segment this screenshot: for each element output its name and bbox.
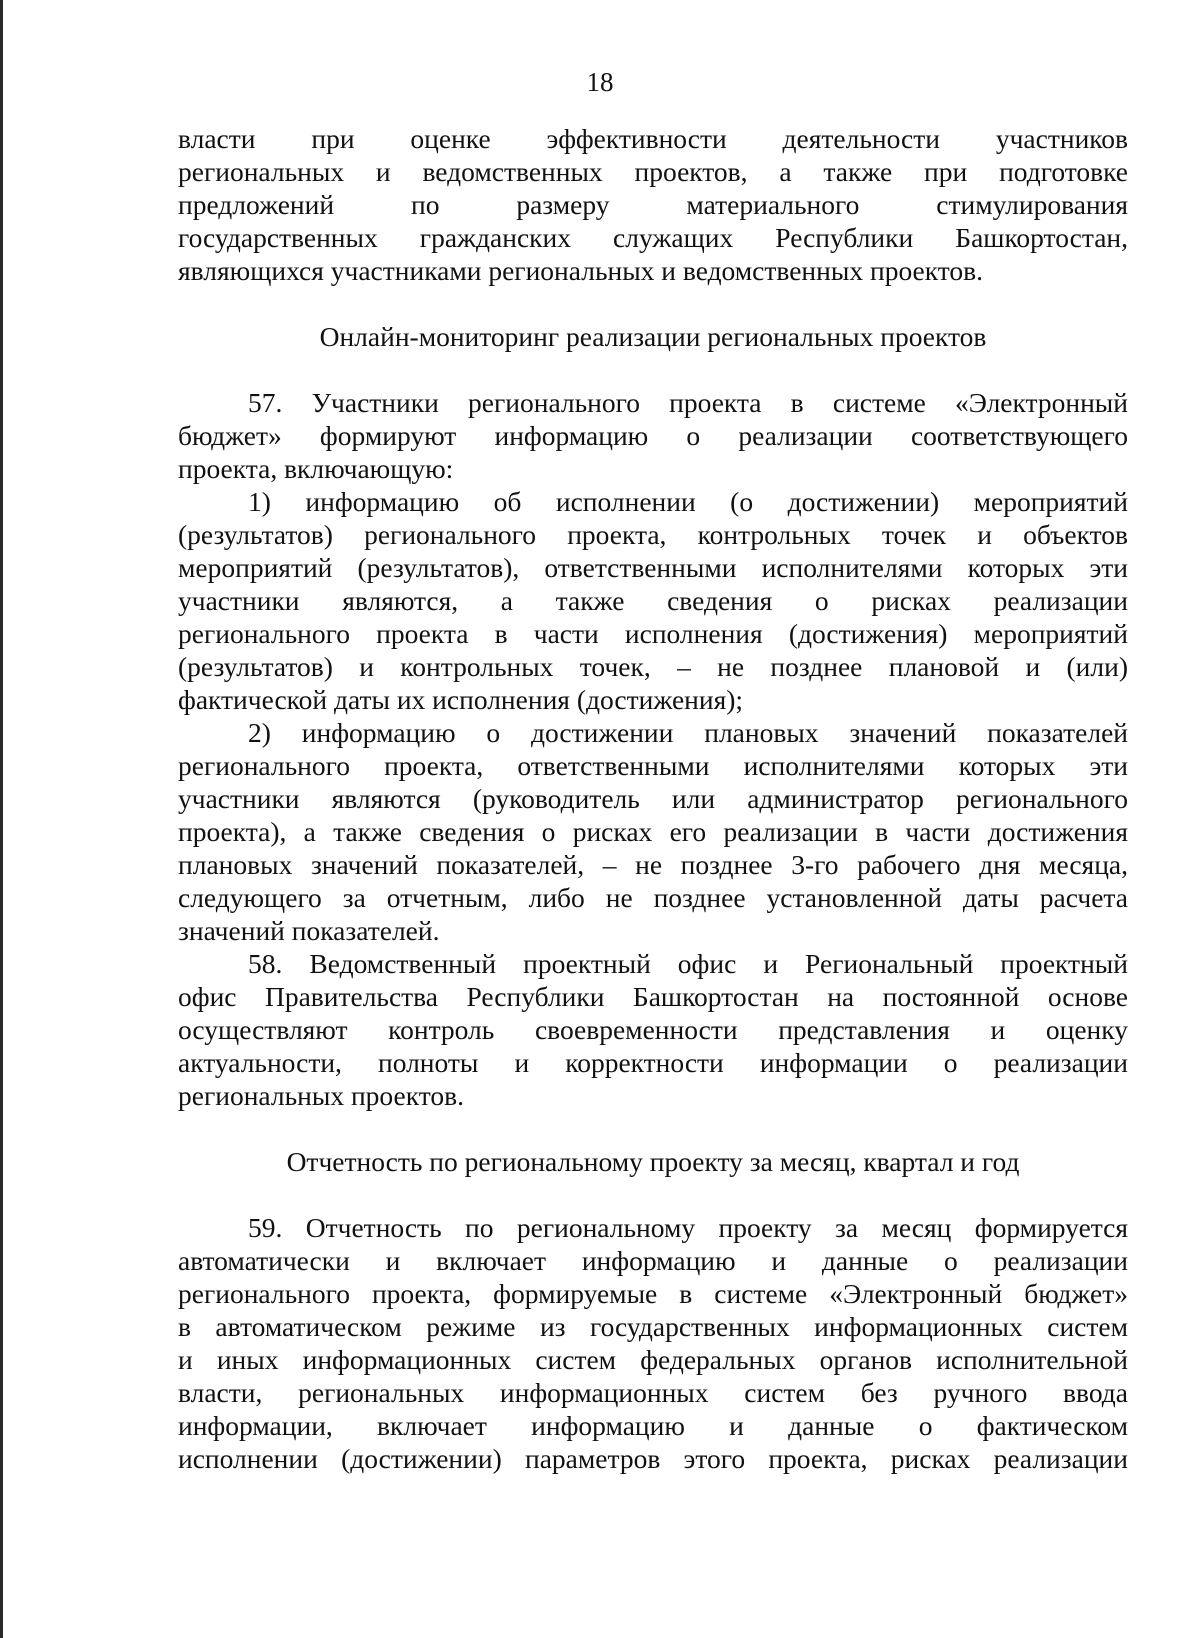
paragraph-continuation: [178, 122, 1128, 287]
text-line: актуальности, полноты и корректности информации о реализации: [178, 1047, 1128, 1078]
text-line: плановых значений показателей, – не позднее 3-го рабочего дня месяца,: [178, 849, 1128, 880]
paragraph-57-item-1: [178, 485, 1128, 716]
text-line: (результатов) регионального проекта, контрольных точек и объектов: [178, 519, 1128, 550]
text-line: проекта), а также сведения о рисках его реализации в части достижения: [178, 816, 1128, 847]
text-line: региональных проектов.: [178, 1080, 464, 1111]
text-line: проекта, включающую:: [178, 453, 454, 484]
text-line: государственных гражданских служащих Республики Башкортостан,: [178, 222, 1128, 253]
text-line: бюджет» формируют информацию о реализации соответствующего: [178, 420, 1128, 451]
section-heading-reporting: Отчетность по региональному проекту за месяц, квартал и год: [286, 1146, 1020, 1177]
section-heading-monitoring: Онлайн-мониторинг реализации региональных проектов: [319, 321, 987, 352]
text-line: 2) информацию о достижении плановых значений показателей: [248, 717, 1128, 748]
text-line: осуществляют контроль своевременности представления и оценку: [178, 1014, 1128, 1045]
text-line: власти, региональных информационных систем без ручного ввода: [178, 1377, 1128, 1408]
text-line: в автоматическом режиме из государственных информационных систем: [178, 1311, 1128, 1342]
text-line: 57. Участники регионального проекта в системе «Электронный: [248, 387, 1128, 418]
text-line: региональных и ведомственных проектов, а также при подготовке: [178, 156, 1128, 187]
text-line: офис Правительства Республики Башкортостан на постоянной основе: [178, 981, 1128, 1012]
text-line: участники являются, а также сведения о рисках реализации: [178, 585, 1128, 616]
text-line: (результатов) и контрольных точек, – не позднее плановой и (или): [178, 651, 1128, 682]
paragraph-57: [178, 386, 1128, 485]
text-line: 1) информацию об исполнении (о достижении) мероприятий: [248, 486, 1128, 517]
page-number: 18: [586, 67, 614, 97]
text-line: 58. Ведомственный проектный офис и Региональный проектный: [248, 948, 1128, 979]
paragraph-57-item-2: [178, 716, 1128, 947]
text-line: исполнении (достижении) параметров этого проекта, рисках реализации: [178, 1443, 1128, 1474]
text-line: 59. Отчетность по региональному проекту за месяц формируется: [248, 1212, 1128, 1243]
text-line: следующего за отчетным, либо не позднее установленной даты расчета: [178, 882, 1128, 913]
text-line: и иных информационных систем федеральных органов исполнительной: [178, 1344, 1128, 1375]
text-line: регионального проекта, формируемые в системе «Электронный бюджет»: [178, 1278, 1128, 1309]
text-line: регионального проекта в части исполнения (достижения) мероприятий: [178, 618, 1128, 649]
text-line: автоматически и включает информацию и данные о реализации: [178, 1245, 1128, 1276]
text-line: являющихся участниками региональных и ведомственных проектов.: [178, 255, 983, 286]
text-line: мероприятий (результатов), ответственными исполнителями которых эти: [178, 552, 1128, 583]
text-line: фактической даты их исполнения (достижения);: [178, 684, 744, 715]
paragraph-58: [178, 947, 1128, 1112]
page-content: [178, 122, 1128, 1475]
paragraph-59: [178, 1211, 1128, 1475]
text-line: власти при оценке эффективности деятельности участников: [178, 123, 1128, 154]
text-line: участники являются (руководитель или администратор регионального: [178, 783, 1128, 814]
scan-edge: [0, 0, 3, 1638]
text-line: предложений по размеру материального стимулирования: [178, 189, 1128, 220]
text-line: регионального проекта, ответственными исполнителями которых эти: [178, 750, 1128, 781]
text-line: значений показателей.: [178, 915, 440, 946]
text-line: информации, включает информацию и данные о фактическом: [178, 1410, 1128, 1441]
